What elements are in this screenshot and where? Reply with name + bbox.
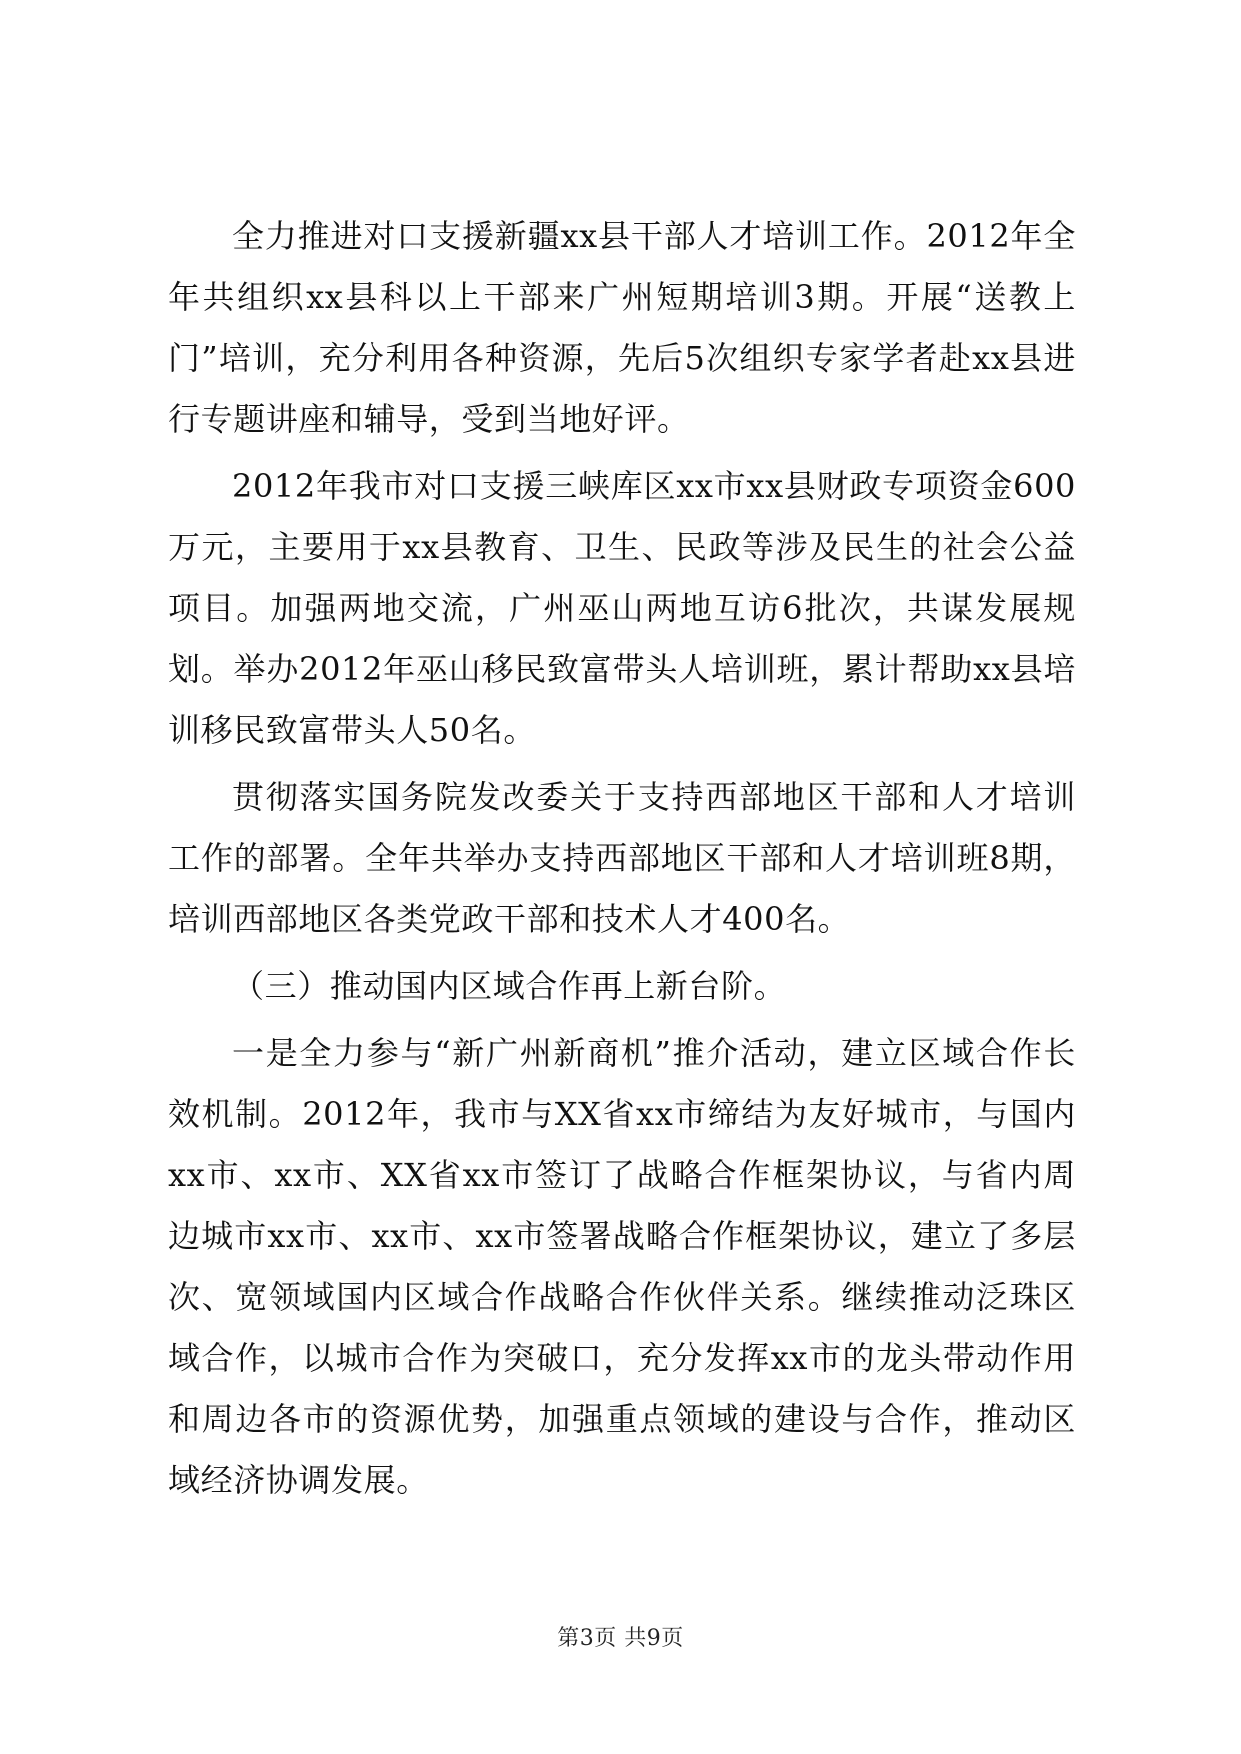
page-number-footer: 第3页 共9页 <box>557 1626 684 1651</box>
paragraph-three-gorges-aid: 2012年我市对口支援三峡库区xx市xx县财政专项资金600万元，主要用于xx县教育、卫生、民政等涉及民生的社会公益项目。加强两地交流，广州巫山两地互访6批次，共谋发展规划。举办2012年巫山移民致富带头人培训班，累计帮助xx县培训移民致富带头人50名。 <box>168 467 1076 749</box>
section-heading-regional-cooperation: （三）推动国内区域合作再上新台阶。 <box>232 967 787 1005</box>
document-body <box>168 206 1076 1511</box>
paragraph-regional-cooperation: 一是全力参与“新广州新商机”推介活动，建立区域合作长效机制。2012年，我市与XX省xx市缔结为友好城市，与国内xx市、xx市、XX省xx市签订了战略合作框架协议，与省内周边城市xx市、xx市、xx市签署战略合作框架协议，建立了多层次、宽领域国内区域合作战略合作伙伴关系。继续推动泛珠区域合作，以城市合作为突破口，充分发挥xx市的龙头带动作用和周边各市的资源优势，加强重点领域的建设与合作，推动区域经济协调发展。 <box>168 1034 1076 1499</box>
paragraph-western-region-training: 贯彻落实国务院发改委关于支持西部地区干部和人才培训工作的部署。全年共举办支持西部地区干部和人才培训班8期，培训西部地区各类党政干部和技术人才400名。 <box>168 778 1076 938</box>
paragraph-xinjiang-training: 全力推进对口支援新疆xx县干部人才培训工作。2012年全年共组织xx县科以上干部来广州短期培训3期。开展“送教上门”培训，充分利用各种资源，先后5次组织专家学者赴xx县进行专题讲座和辅导，受到当地好评。 <box>168 217 1076 438</box>
